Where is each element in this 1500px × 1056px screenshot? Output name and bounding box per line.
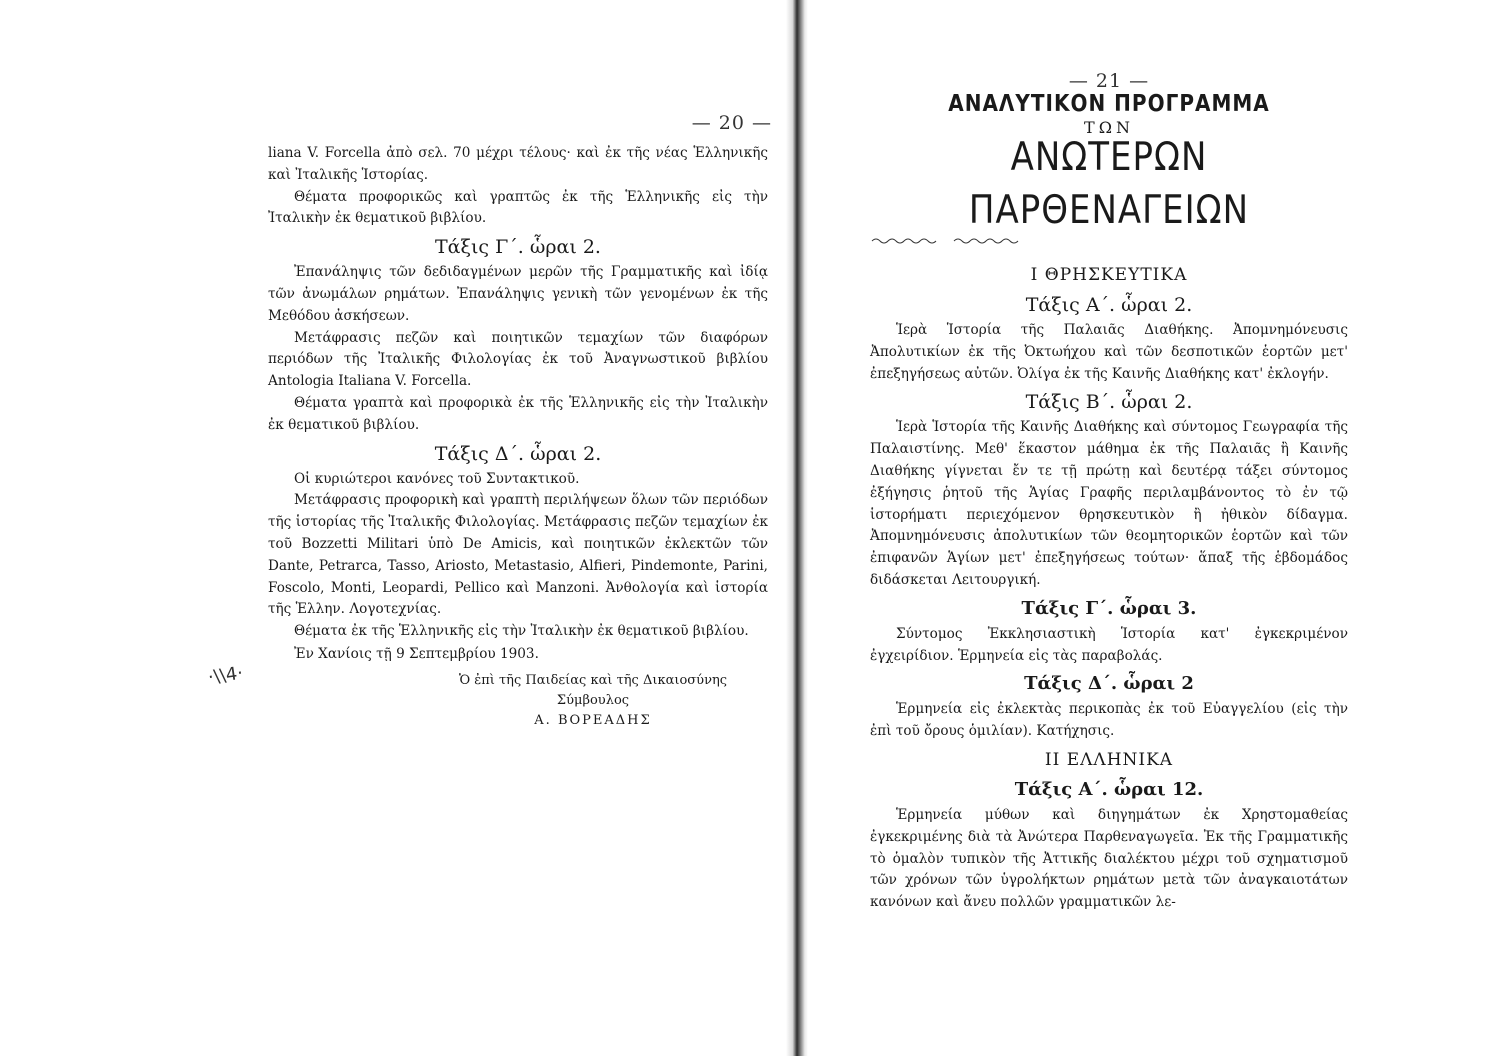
paragraph: Ἐπανάληψις τῶν δεδιδαγμένων μερῶν τῆς Γραμματικῆς καὶ ἰδίᾳ τῶν ἀνωμάλων ρημάτων. Ἐπανάληψις γενικὴ τῶν γενομένων ἐκ τῆς Μεθόδου ἀσκήσεων. — [268, 264, 768, 324]
document-title: ΑΝΑΛΥΤΙΚΟΝ ΠΡΟΓΡΑΜΜΑ — [948, 89, 1270, 117]
document-title-article: ΤΩΝ — [1084, 118, 1134, 137]
title-ornament — [870, 236, 1020, 246]
signature-title: Ὁ ἐπὶ τῆς Παιδείας καὶ τῆς Δικαιοσύνης — [458, 672, 728, 688]
paragraph: Σύντομος Ἐκκλησιαστικὴ Ἱστορία κατ' ἐγκεκριμένον ἐγχειρίδιον. Ἑρμηνεία εἰς τὰς παραβολάς. — [870, 625, 1348, 664]
paragraph: Θέματα προφορικῶς καὶ γραπτῶς ἐκ τῆς Ἑλληνικῆς εἰς τὴν Ἰταλικὴν ἐκ θεματικοῦ βιβλίου. — [268, 188, 768, 227]
paragraph: Ἑρμηνεία μύθων καὶ διηγημάτων ἐκ Χρηστομαθείας ἐγκεκριμένης διὰ τὰ Ἀνώτερα Παρθεναγωγεῖα. Ἐκ τῆς Γραμματικῆς τὸ ὁμαλὸν τυπικὸν τῆς Ἀττικῆς διαλέκτου μέχρι τοῦ σχηματισμοῦ τῶν χρόνων τῶν ὑγρολήκτων ρημάτων μετὰ τῶν ἀναγκαιοτάτων κανόνων καὶ ἄνευ πολλῶν γραμματικῶν λε- — [870, 806, 1348, 911]
paragraph: Μετάφρασις προφορικὴ καὶ γραπτὴ περιλήψεων ὅλων τῶν περιόδων τῆς ἱστορίας τῆς Ἰταλικῆς Φιλολογίας. Μετάφρασις πεζῶν τεμαχίων ἐκ τοῦ Bozzetti Militari ὑπὸ De Amicis, καὶ ποιητικῶν ἐκλεκτῶν τῶν Dante, Petrarca, Tasso, Ariosto, Metastasio, Alfieri, Pindemonte, Parini, Foscolo, Monti, Leopardi, Pellico καὶ Manzoni. Ἀνθολογία καὶ ἱστορία τῆς Ἑλλην. Λογοτεχνίας. — [268, 492, 768, 618]
date-line: Ἐν Χανίοις τῇ 9 Σεπτεμβρίου 1903. — [294, 645, 539, 662]
class-heading: Τάξις Α΄. ὧραι 12. — [1014, 778, 1204, 800]
paragraph: liana V. Forcella ἀπὸ σελ. 70 μέχρι τέλους· καὶ ἐκ τῆς νέας Ἑλληνικῆς καὶ Ἰταλικῆς Ἱστορίας. — [268, 145, 768, 183]
paragraph: Ἱερὰ Ἱστορία τῆς Καινῆς Διαθήκης καὶ σύντομος Γεωγραφία τῆς Παλαιστίνης. Μεθ' ἕκαστον μάθημα ἐκ τῆς Παλαιᾶς ἢ Καινῆς Διαθήκης γίγνεται ἔν τε τῇ πρώτῃ καὶ δευτέρᾳ τάξει σύντομος ἐξήγησις ῥητοῦ τῆς Ἁγίας Γραφῆς περιλαμβάνοντος τὸ ἐν τῷ ἱστορήματι περιεχόμενον θρησκευτικὸν ἢ ἠθικὸν δίδαγμα. Ἀπομνημόνευσις ἀπολυτικίων τῶν θεομητορικῶν ἑορτῶν καὶ τῶν ἐπιφανῶν Ἁγίων μετ' ἐπεξηγήσεως τούτων· ἅπαξ τῆς ἑβδομάδος διδάσκεται Λειτουργική. — [870, 419, 1348, 588]
paragraph: Θέματα γραπτὰ καὶ προφορικὰ ἐκ τῆς Ἑλληνικῆς εἰς τὴν Ἰταλικὴν ἐκ θεματικοῦ βιβλίου. — [268, 394, 768, 433]
class-heading: Τάξις Α΄. ὧραι 2. — [1025, 294, 1193, 316]
signature-name: Α. ΒΟΡΕΑΔΗΣ — [534, 712, 652, 728]
margin-annotation: ·\\4· — [206, 662, 245, 689]
right-page-text — [870, 90, 1348, 914]
left-page-text — [268, 143, 768, 731]
paragraph: Ἱερὰ Ἱστορία τῆς Παλαιᾶς Διαθήκης. Ἀπομνημόνευσις Ἀπολυτικίων ἐκ τῆς Ὀκτωήχου καὶ τῶν δεσποτικῶν ἑορτῶν μετ' ἐπεξηγήσεως αὐτῶν. Ὀλίγα ἐκ τῆς Καινῆς Διαθήκης κατ' ἐκλογήν. — [870, 322, 1348, 382]
document-title-main: ΑΝΩΤΕΡΩΝ ΠΑΡΘΕΝΑΓΕΙΩΝ — [968, 134, 1250, 234]
right-page-number: — 21 — — [1068, 70, 1150, 92]
paragraph: Οἱ κυριώτεροι κανόνες τοῦ Συντακτικοῦ. — [294, 470, 580, 487]
class-heading: Τάξις Γ΄. ὧραι 3. — [1021, 597, 1197, 619]
paragraph: Θέματα ἐκ τῆς Ἑλληνικῆς εἰς τὴν Ἰταλικὴν ἐκ θεματικοῦ βιβλίου. — [294, 623, 749, 640]
section-greek: ΙΙ ΕΛΛΗΝΙΚΑ — [1044, 749, 1174, 770]
signature-block — [268, 671, 768, 731]
class-heading-c: Τάξις Γ΄. ὧραι 2. — [435, 236, 601, 259]
class-heading: Τάξις Δ΄. ὧραι 2 — [1024, 673, 1194, 695]
section-religion: Ι ΘΡΗΣΚΕΥΤΙΚΑ — [1030, 265, 1188, 285]
left-page-number: — 20 — — [691, 112, 772, 134]
left-page — [268, 0, 772, 1056]
class-heading-d: Τάξις Δ΄. ὧραι 2. — [434, 442, 602, 465]
right-page — [870, 0, 1348, 1056]
paragraph: Ἑρμηνεία εἰς ἐκλεκτὰς περικοπὰς ἐκ τοῦ Εὐαγγελίου (εἰς τὴν ἐπὶ τοῦ ὄρους ὁμιλίαν). Κατήχησις. — [870, 701, 1348, 740]
paragraph: Μετάφρασις πεζῶν καὶ ποιητικῶν τεμαχίων τῶν διαφόρων περιόδων τῆς Ἰταλικῆς Φιλολογίας ἐκ τοῦ Ἀναγνωστικοῦ βιβλίου Antologia Italiana V. Forcella. — [268, 329, 768, 390]
signature-role: Σύμβουλος — [556, 692, 630, 708]
book-gutter — [786, 0, 808, 1056]
class-heading: Τάξις Β΄. ὧραι 2. — [1025, 391, 1193, 414]
